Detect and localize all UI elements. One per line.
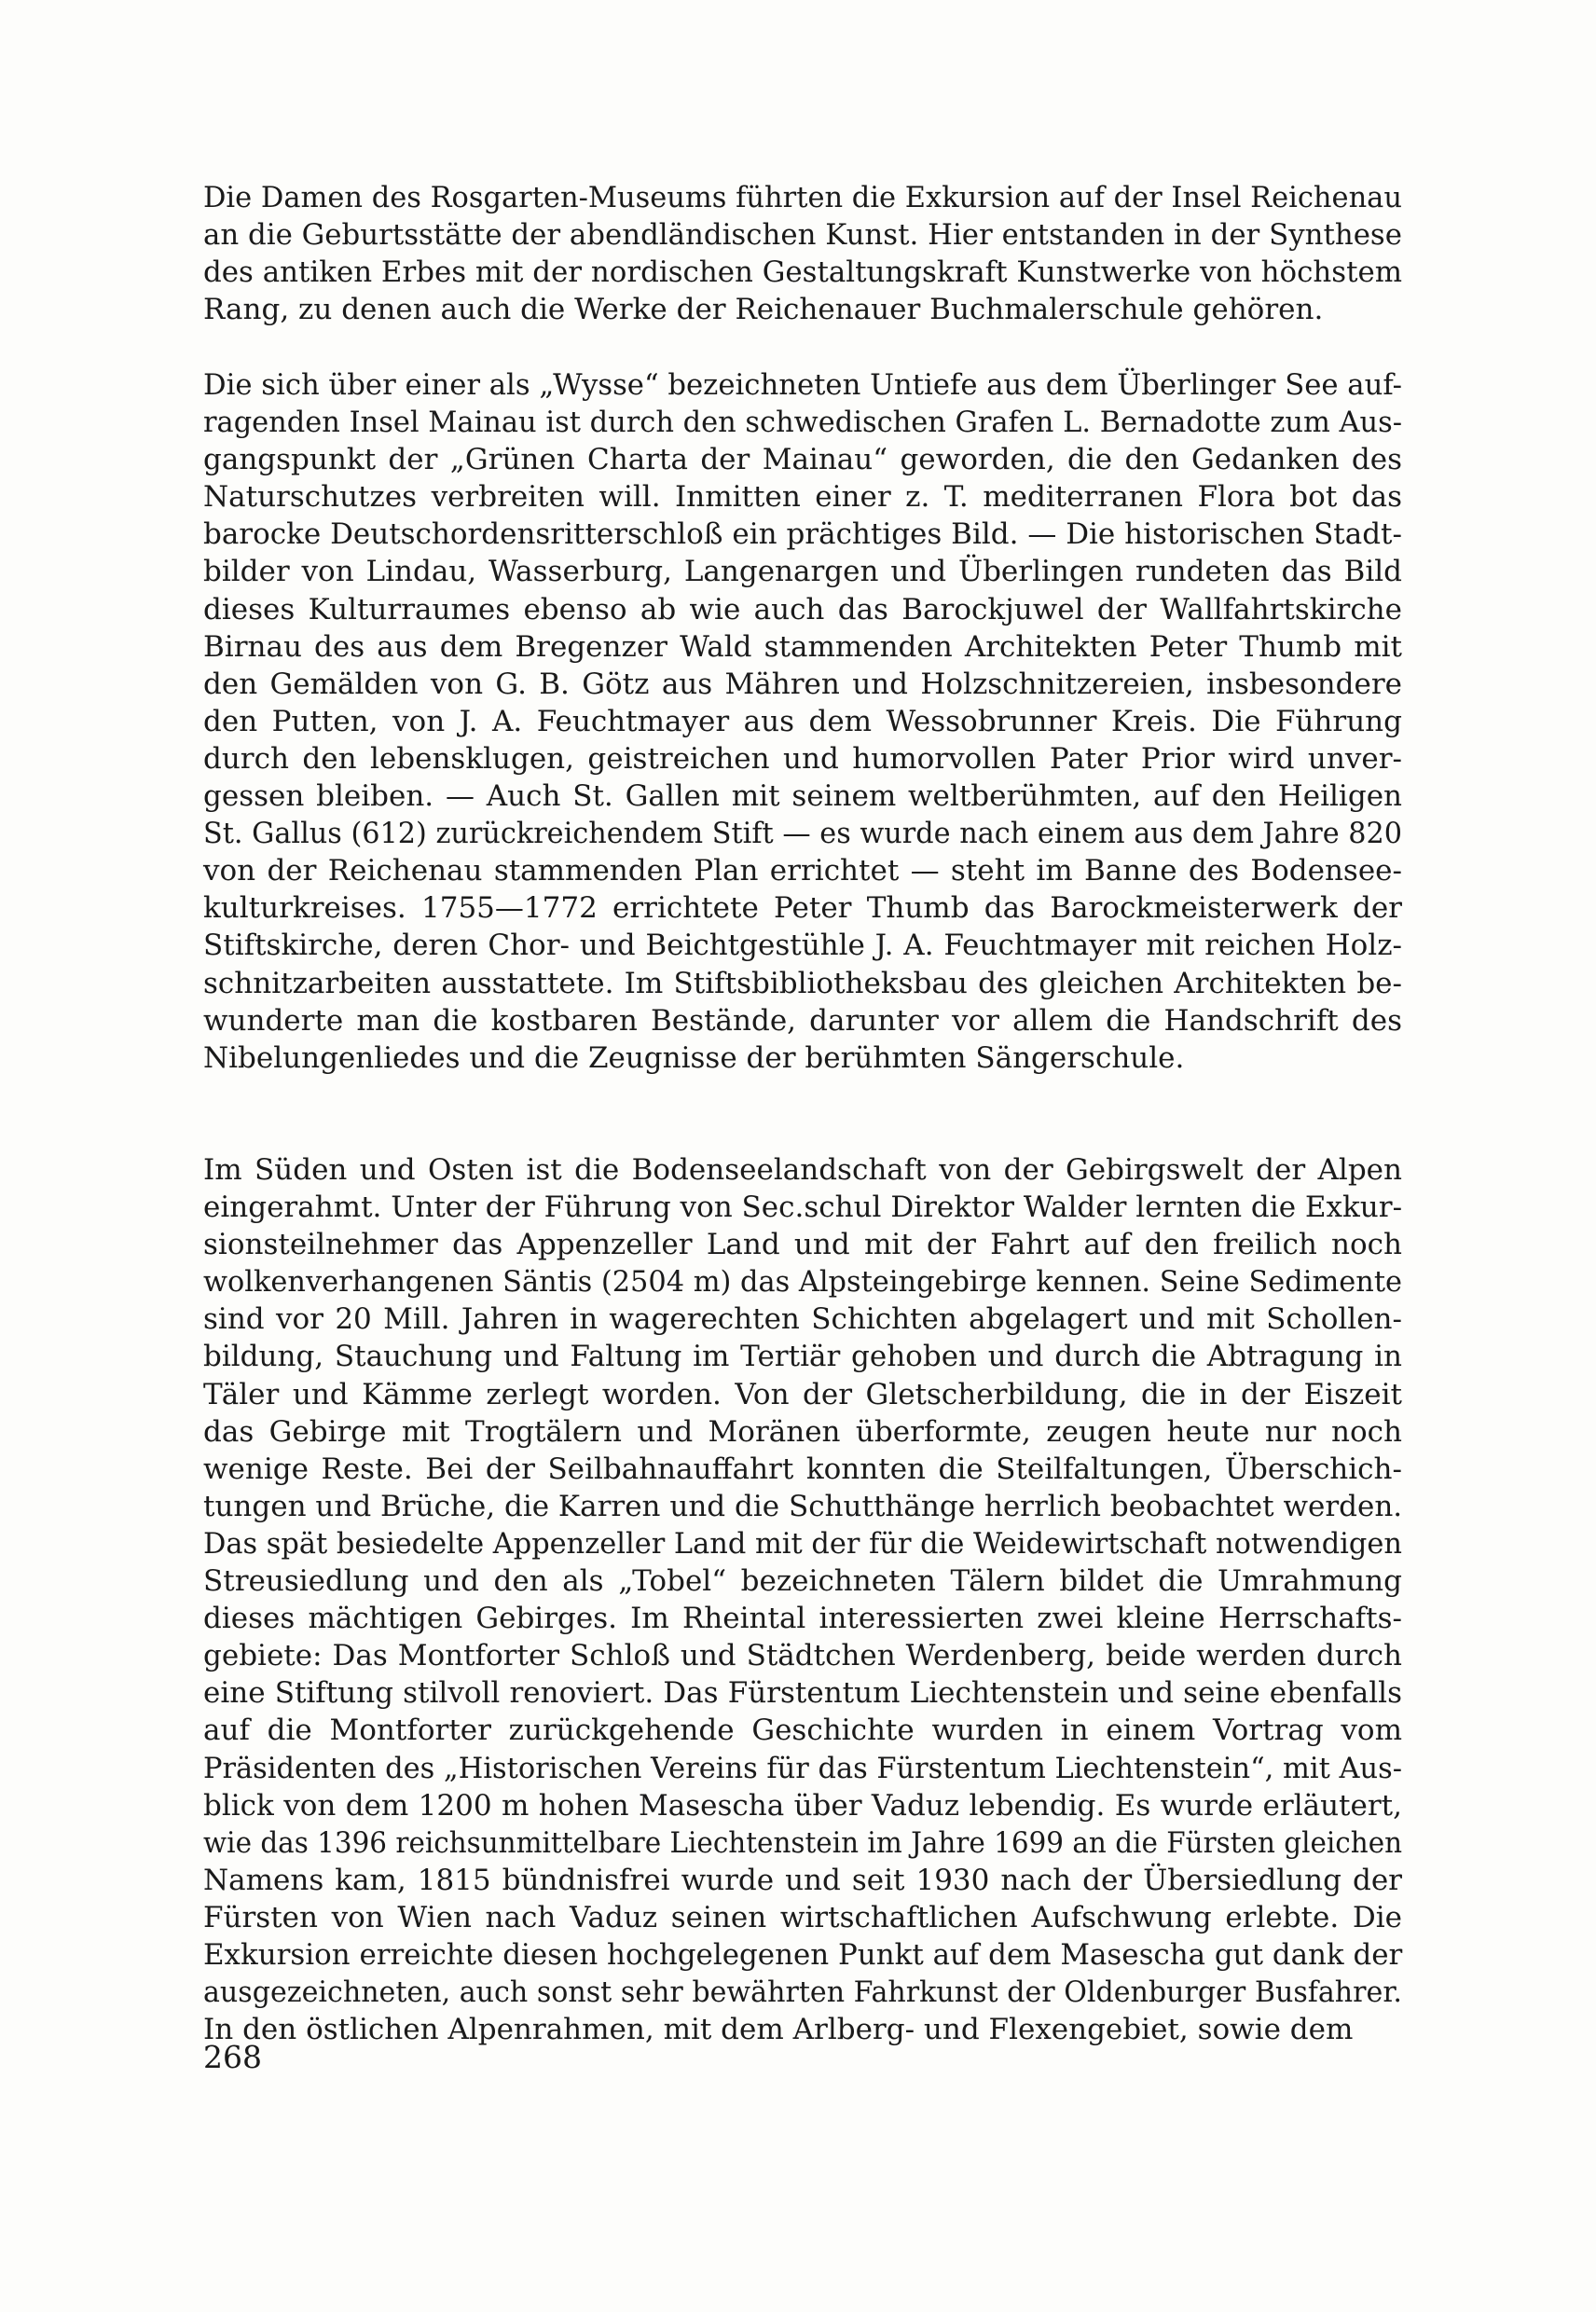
text-line: barocke Deutschordensritterschloß ein prächtiges Bild. — Die historischen Stadt- [203, 517, 1402, 552]
text-line: eingerahmt. Unter der Führung von Sec.schul Direktor Walder lernten die Exkur- [203, 1190, 1403, 1225]
text-line: Namens kam, 1815 bündnisfrei wurde und seit 1930 nach der Übersiedlung der [203, 1863, 1402, 1897]
text-line: bilder von Lindau, Wasserburg, Langenargen und Überlingen rundeten das Bild [203, 555, 1402, 589]
text-line: ragenden Insel Mainau ist durch den schwedischen Grafen L. Bernadotte zum Aus- [203, 406, 1403, 440]
text-line: gessen bleiben. — Auch St. Gallen mit seinem weltberühmten, auf den Heiligen [203, 779, 1402, 814]
text-line: schnitzarbeiten ausstattete. Im Stiftsbibliotheksbau des gleichen Architekten be- [203, 966, 1402, 1000]
text-line: Stiftskirche, deren Chor- und Beichtgestühle J. A. Feuchtmayer mit reichen Holz- [203, 929, 1402, 963]
text-line: In den östlichen Alpenrahmen, mit dem Arlberg- und Flexengebiet, sowie dem [203, 2013, 1354, 2047]
text-line: Täler und Kämme zerlegt worden. Von der Gletscherbildung, die in der Eiszeit [203, 1377, 1402, 1411]
text-line: des antiken Erbes mit der nordischen Gestaltungskraft Kunstwerke von höchstem [203, 255, 1403, 290]
text-line: dieses mächtigen Gebirges. Im Rheintal interessierten zwei kleine Herrschafts- [203, 1602, 1402, 1636]
text-line: wenige Reste. Bei der Seilbahnauffahrt konnten die Steilfaltungen, Überschich- [203, 1452, 1402, 1486]
text-line: Naturschutzes verbreiten will. Inmitten einer z. T. mediterranen Flora bot das [203, 480, 1402, 515]
text-line: durch den lebensklugen, geistreichen und humorvollen Pater Prior wird unver- [203, 741, 1402, 776]
text-line: wolkenverhangenen Säntis (2504 m) das Alpsteingebirge kennen. Seine Sedimente [203, 1265, 1403, 1300]
text-line: St. Gallus (612) zurückreichendem Stift — es wurde nach einem aus dem Jahre 820 [203, 817, 1403, 851]
text-line: Im Süden und Osten ist die Bodenseelandschaft von der Gebirgswelt der Alpen [203, 1153, 1402, 1187]
text-line: eine Stiftung stilvoll renoviert. Das Fürstentum Liechtenstein und seine ebenfalls [203, 1676, 1402, 1711]
text-line: sionsteilnehmer das Appenzeller Land und mit der Fahrt auf den freilich noch [203, 1228, 1402, 1262]
page-number: 268 [203, 2039, 262, 2075]
paragraph-alps [203, 1151, 1402, 2048]
text-line: gebiete: Das Montforter Schloß und Städtchen Werdenberg, beide werden durch [203, 1639, 1402, 1673]
text-line: das Gebirge mit Trogtälern und Moränen überformte, zeugen heute nur noch [203, 1414, 1402, 1449]
paragraph-mainau [203, 366, 1402, 1077]
text-line: Präsidenten des „Historischen Vereins für das Fürstentum Liechtenstein“, mit Aus- [203, 1751, 1403, 1785]
text-line: auf die Montforter zurückgehende Geschichte wurden in einem Vortrag vom [203, 1713, 1402, 1748]
text-line: wunderte man die kostbaren Bestände, darunter vor allem die Handschrift des [203, 1003, 1402, 1038]
text-line: kulturkreises. 1755—1772 errichtete Peter Thumb das Barockmeisterwerk der [203, 891, 1402, 926]
text-line: sind vor 20 Mill. Jahren in wagerechten Schichten abgelagert und mit Schollen- [203, 1302, 1402, 1337]
text-line: ausgezeichneten, auch sonst sehr bewährten Fahrkunst der Oldenburger Busfahrer. [203, 1975, 1402, 2010]
text-line: gangspunkt der „Grünen Charta der Mainau“ geworden, die den Gedanken des [203, 443, 1402, 477]
text-line: dieses Kulturraumes ebenso ab wie auch das Barockjuwel der Wallfahrtskirche [203, 592, 1402, 626]
text-line: Birnau des aus dem Bregenzer Wald stammenden Architekten Peter Thumb mit [203, 629, 1402, 664]
text-line: Die Damen des Rosgarten-Museums führten die Exkursion auf der Insel Reichenau [203, 181, 1402, 214]
text-line: von der Reichenau stammenden Plan errichtet — steht im Banne des Bodensee- [203, 854, 1402, 888]
paragraph-reichenau [203, 179, 1402, 328]
text-line: Das spät besiedelte Appenzeller Land mit der für die Weidewirtschaft notwendigen [203, 1526, 1402, 1561]
text-line: den Putten, von J. A. Feuchtmayer aus dem Wessobrunner Kreis. Die Führung [203, 704, 1402, 738]
text-line: Streusiedlung und den als „Tobel“ bezeichneten Tälern bildet die Umrahmung [203, 1564, 1402, 1599]
text-line: Die sich über einer als „Wysse“ bezeichneten Untiefe aus dem Überlinger See auf- [203, 368, 1402, 402]
text-line: tungen und Brüche, die Karren und die Schutthänge herrlich beobachtet werden. [203, 1489, 1403, 1523]
text-line: den Gemälden von G. B. Götz aus Mähren und Holzschnitzereien, insbesondere [203, 667, 1402, 701]
text-line: Fürsten von Wien nach Vaduz seinen wirtschaftlichen Aufschwung erlebte. Die [203, 1900, 1402, 1934]
text-line: blick von dem 1200 m hohen Masescha über Vaduz lebendig. Es wurde erläutert, [203, 1788, 1402, 1823]
text-line: an die Geburtsstätte der abendländischen Kunst. Hier entstanden in der Synthese [203, 218, 1402, 253]
text-line: Rang, zu denen auch die Werke der Reichenauer Buchmalerschule gehören. [203, 293, 1324, 327]
text-line: Exkursion erreichte diesen hochgelegenen Punkt auf dem Masescha gut dank der [203, 1937, 1403, 1972]
text-line: bildung, Stauchung und Faltung im Tertiär gehoben und durch die Abtragung in [203, 1340, 1402, 1374]
text-line: wie das 1396 reichsunmittelbare Liechtenstein im Jahre 1699 an die Fürsten gleichen [203, 1825, 1403, 1860]
text-line: Nibelungenliedes und die Zeugnisse der berühmten Sängerschule. [203, 1040, 1185, 1075]
